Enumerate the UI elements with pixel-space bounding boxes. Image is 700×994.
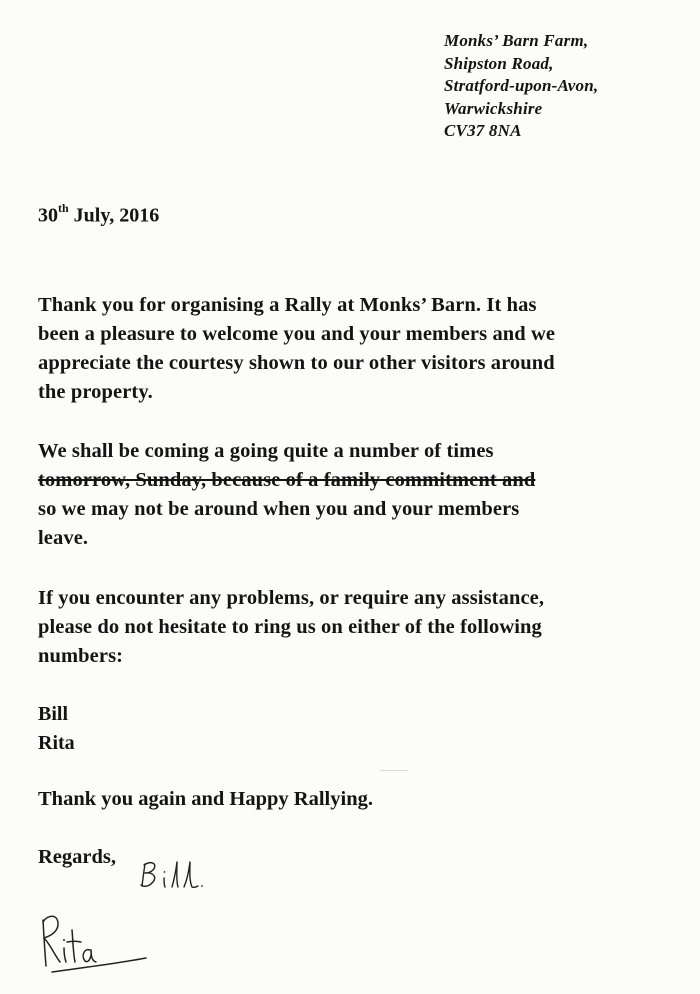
paragraph-line: appreciate the courtesy shown to our other visitors around [38, 352, 555, 374]
address-line-postcode: CV37 8NA [444, 121, 522, 140]
letter-date [38, 203, 159, 228]
address-line-road: Shipston Road, [444, 53, 554, 73]
paragraph-line: so we may not be around when you and your members [38, 498, 520, 520]
address-line-town: Stratford-upon-Avon, [444, 76, 599, 95]
address-line-county: Warwickshire [444, 98, 543, 118]
address-line-farm: Monks’ Barn Farm, [444, 31, 589, 50]
paragraph-line: We shall be coming a going quite a number of times [38, 440, 494, 462]
paragraph-line: If you encounter any problems, or require any assistance, [38, 587, 545, 609]
closing-line: Thank you again and Happy Rallying. [38, 788, 373, 810]
paragraph-line: numbers: [38, 645, 124, 667]
contact-list [38, 700, 75, 758]
paragraph-assistance [38, 584, 544, 671]
sender-address [444, 30, 598, 143]
contact-name-rita: Rita [38, 732, 75, 754]
date-day: 30 [38, 204, 58, 227]
paragraph-line: Thank you for organising a Rally at Monks’ Barn. It has [38, 294, 537, 316]
paragraph-line: please do not hesitate to ring us on either of the following [38, 616, 542, 638]
paragraph-line: the property. [38, 381, 153, 403]
struck-through-line: tomorrow, Sunday, because of a family commitment and [38, 469, 536, 491]
paragraph-line: been a pleasure to welcome you and your members and we [38, 323, 556, 345]
contact-name-bill: Bill [38, 703, 69, 725]
date-month-year: July, 2016 [68, 204, 160, 227]
paragraph-availability [38, 437, 535, 553]
paragraph-line: leave. [38, 527, 89, 549]
signature-rita [34, 906, 154, 976]
paragraph-thanks [38, 291, 555, 407]
signature-bill [136, 856, 216, 892]
date-suffix: th [58, 201, 69, 215]
scan-mark [380, 770, 408, 771]
regards-salutation: Regards, [38, 846, 117, 868]
